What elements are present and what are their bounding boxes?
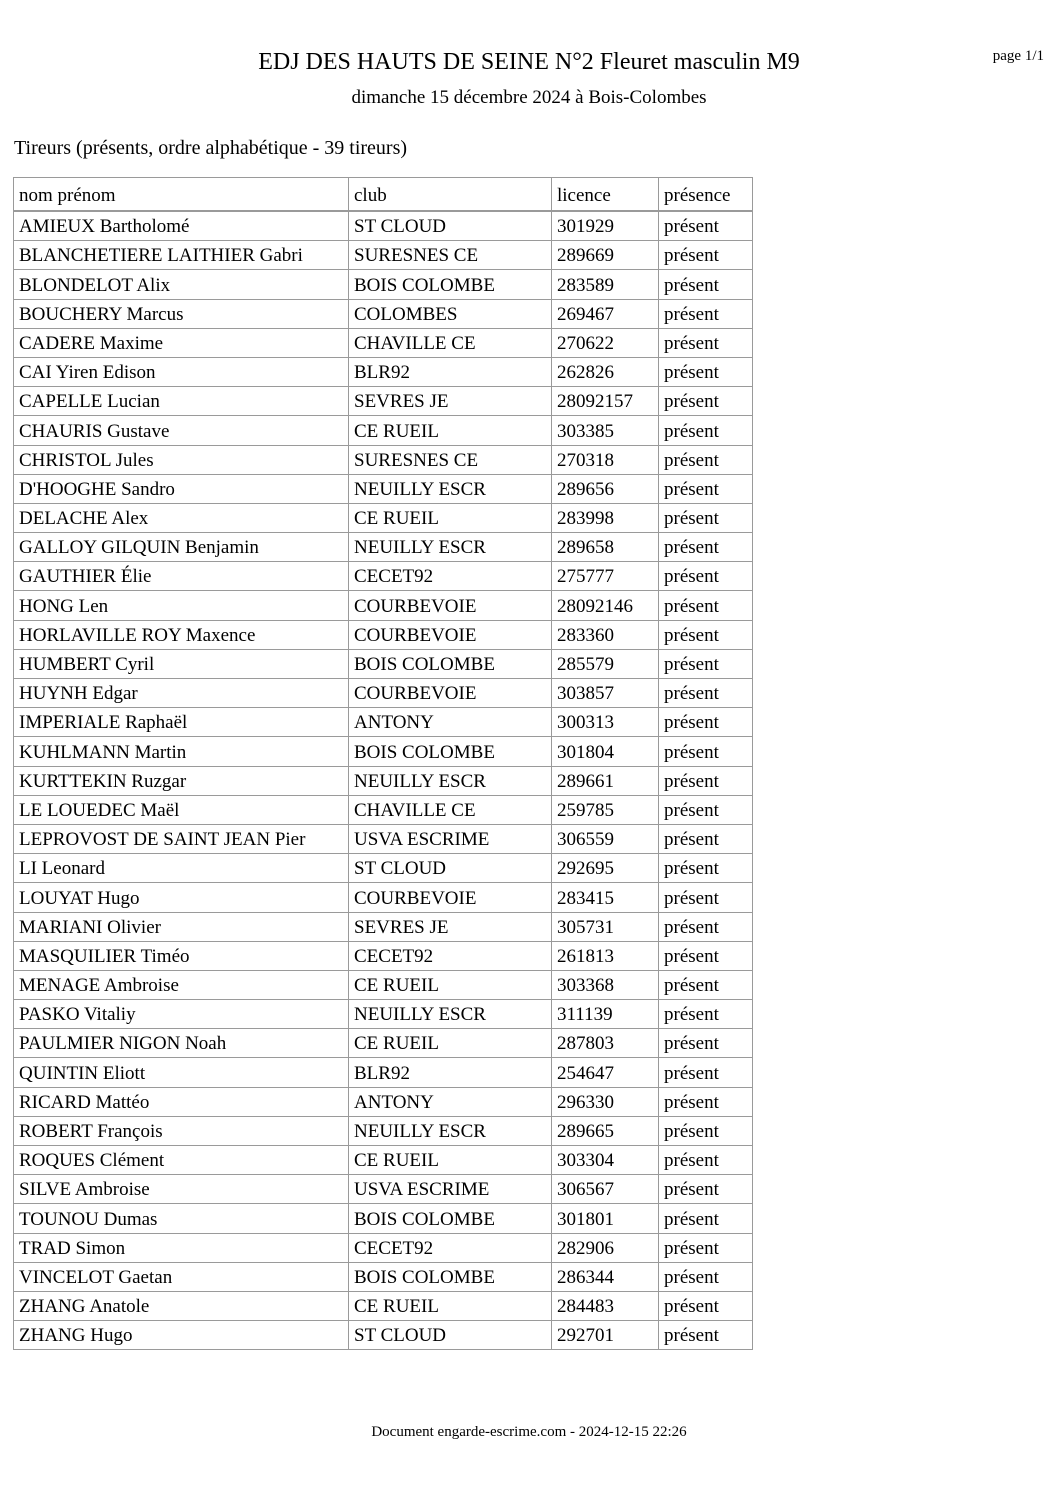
cell-name: SILVE Ambroise: [14, 1175, 349, 1204]
cell-name: TRAD Simon: [14, 1233, 349, 1262]
cell-presence: présent: [659, 941, 753, 970]
table-row: [14, 912, 753, 941]
cell-presence: présent: [659, 1116, 753, 1145]
cell-licence: 289658: [552, 533, 659, 562]
cell-name: HORLAVILLE ROY Maxence: [14, 620, 349, 649]
cell-presence: présent: [659, 1233, 753, 1262]
table-row: [14, 474, 753, 503]
cell-licence: 292695: [552, 854, 659, 883]
cell-club: COURBEVOIE: [349, 620, 552, 649]
cell-club: COLOMBES: [349, 299, 552, 328]
cell-club: USVA ESCRIME: [349, 824, 552, 853]
cell-name: ZHANG Anatole: [14, 1291, 349, 1320]
cell-name: CHAURIS Gustave: [14, 416, 349, 445]
cell-licence: 292701: [552, 1321, 659, 1350]
cell-name: ROBERT François: [14, 1116, 349, 1145]
cell-club: SEVRES JE: [349, 387, 552, 416]
cell-licence: 301929: [552, 211, 659, 241]
cell-presence: présent: [659, 1146, 753, 1175]
cell-name: IMPERIALE Raphaël: [14, 708, 349, 737]
cell-name: GALLOY GILQUIN Benjamin: [14, 533, 349, 562]
table-row: [14, 591, 753, 620]
cell-name: TOUNOU Dumas: [14, 1204, 349, 1233]
table-row: [14, 299, 753, 328]
cell-name: KURTTEKIN Ruzgar: [14, 766, 349, 795]
cell-club: BOIS COLOMBE: [349, 270, 552, 299]
cell-licence: 282906: [552, 1233, 659, 1262]
cell-licence: 261813: [552, 941, 659, 970]
cell-presence: présent: [659, 1175, 753, 1204]
cell-name: CHRISTOL Jules: [14, 445, 349, 474]
cell-presence: présent: [659, 503, 753, 532]
cell-club: ST CLOUD: [349, 1321, 552, 1350]
cell-club: SEVRES JE: [349, 912, 552, 941]
table-row: [14, 241, 753, 270]
cell-licence: 275777: [552, 562, 659, 591]
cell-name: LE LOUEDEC Maël: [14, 795, 349, 824]
cell-licence: 301804: [552, 737, 659, 766]
cell-presence: présent: [659, 766, 753, 795]
cell-licence: 311139: [552, 1000, 659, 1029]
cell-club: NEUILLY ESCR: [349, 533, 552, 562]
cell-presence: présent: [659, 357, 753, 386]
cell-licence: 303304: [552, 1146, 659, 1175]
cell-club: CE RUEIL: [349, 416, 552, 445]
cell-name: VINCELOT Gaetan: [14, 1262, 349, 1291]
cell-club: COURBEVOIE: [349, 883, 552, 912]
cell-club: NEUILLY ESCR: [349, 1116, 552, 1145]
cell-club: BOIS COLOMBE: [349, 737, 552, 766]
cell-name: CADERE Maxime: [14, 328, 349, 357]
cell-club: CE RUEIL: [349, 503, 552, 532]
cell-licence: 289665: [552, 1116, 659, 1145]
table-row: [14, 679, 753, 708]
cell-licence: 286344: [552, 1262, 659, 1291]
cell-club: USVA ESCRIME: [349, 1175, 552, 1204]
cell-name: KUHLMANN Martin: [14, 737, 349, 766]
cell-presence: présent: [659, 328, 753, 357]
cell-licence: 283998: [552, 503, 659, 532]
cell-licence: 289656: [552, 474, 659, 503]
table-row: [14, 737, 753, 766]
cell-club: ANTONY: [349, 1087, 552, 1116]
column-header-club: club: [349, 178, 552, 212]
cell-presence: présent: [659, 970, 753, 999]
page-number: page 1/1: [992, 48, 1044, 64]
cell-licence: 285579: [552, 649, 659, 678]
table-row: [14, 1175, 753, 1204]
cell-licence: 306559: [552, 824, 659, 853]
cell-name: LOUYAT Hugo: [14, 883, 349, 912]
cell-presence: présent: [659, 241, 753, 270]
cell-licence: 305731: [552, 912, 659, 941]
cell-name: ZHANG Hugo: [14, 1321, 349, 1350]
cell-presence: présent: [659, 1262, 753, 1291]
table-row: [14, 533, 753, 562]
cell-presence: présent: [659, 679, 753, 708]
cell-licence: 289661: [552, 766, 659, 795]
cell-presence: présent: [659, 1204, 753, 1233]
cell-club: BOIS COLOMBE: [349, 1262, 552, 1291]
cell-name: HONG Len: [14, 591, 349, 620]
cell-licence: 283360: [552, 620, 659, 649]
cell-presence: présent: [659, 854, 753, 883]
cell-name: PASKO Vitaliy: [14, 1000, 349, 1029]
cell-name: D'HOOGHE Sandro: [14, 474, 349, 503]
cell-club: SURESNES CE: [349, 241, 552, 270]
cell-name: ROQUES Clément: [14, 1146, 349, 1175]
cell-name: MARIANI Olivier: [14, 912, 349, 941]
table-row: [14, 416, 753, 445]
cell-presence: présent: [659, 1291, 753, 1320]
table-row: [14, 503, 753, 532]
table-row: [14, 708, 753, 737]
table-row: [14, 270, 753, 299]
cell-licence: 303368: [552, 970, 659, 999]
cell-name: CAPELLE Lucian: [14, 387, 349, 416]
cell-club: SURESNES CE: [349, 445, 552, 474]
table-row: [14, 620, 753, 649]
cell-club: COURBEVOIE: [349, 591, 552, 620]
section-title: Tireurs (présents, ordre alphabétique - 39 tireurs): [14, 137, 408, 159]
cell-licence: 303857: [552, 679, 659, 708]
cell-name: DELACHE Alex: [14, 503, 349, 532]
cell-licence: 270318: [552, 445, 659, 474]
table-row: [14, 970, 753, 999]
cell-presence: présent: [659, 533, 753, 562]
table-row: [14, 1291, 753, 1320]
table-row: [14, 1233, 753, 1262]
cell-presence: présent: [659, 211, 753, 241]
table-row: [14, 824, 753, 853]
cell-name: MASQUILIER Timéo: [14, 941, 349, 970]
cell-name: LI Leonard: [14, 854, 349, 883]
cell-presence: présent: [659, 591, 753, 620]
table-row: [14, 795, 753, 824]
cell-presence: présent: [659, 387, 753, 416]
cell-licence: 301801: [552, 1204, 659, 1233]
cell-licence: 254647: [552, 1058, 659, 1087]
cell-club: CHAVILLE CE: [349, 328, 552, 357]
cell-presence: présent: [659, 649, 753, 678]
cell-licence: 306567: [552, 1175, 659, 1204]
cell-presence: présent: [659, 824, 753, 853]
table-row: [14, 357, 753, 386]
cell-presence: présent: [659, 620, 753, 649]
cell-name: BLONDELOT Alix: [14, 270, 349, 299]
cell-presence: présent: [659, 416, 753, 445]
document-subtitle: dimanche 15 décembre 2024 à Bois-Colombes: [351, 87, 707, 108]
cell-licence: 262826: [552, 357, 659, 386]
cell-name: BOUCHERY Marcus: [14, 299, 349, 328]
table-header-row: [14, 178, 753, 212]
cell-licence: 270622: [552, 328, 659, 357]
table-row: [14, 1087, 753, 1116]
cell-club: NEUILLY ESCR: [349, 766, 552, 795]
cell-licence: 296330: [552, 1087, 659, 1116]
cell-licence: 289669: [552, 241, 659, 270]
table-row: [14, 1029, 753, 1058]
cell-club: CECET92: [349, 562, 552, 591]
table-row: [14, 1146, 753, 1175]
table-body: [14, 211, 753, 1350]
table-row: [14, 1058, 753, 1087]
cell-club: CE RUEIL: [349, 970, 552, 999]
cell-licence: 287803: [552, 1029, 659, 1058]
cell-name: AMIEUX Bartholomé: [14, 211, 349, 241]
cell-licence: 303385: [552, 416, 659, 445]
cell-presence: présent: [659, 299, 753, 328]
cell-name: HUYNH Edgar: [14, 679, 349, 708]
cell-presence: présent: [659, 1321, 753, 1350]
cell-presence: présent: [659, 1058, 753, 1087]
cell-presence: présent: [659, 562, 753, 591]
table-row: [14, 562, 753, 591]
table-row: [14, 1000, 753, 1029]
cell-name: RICARD Mattéo: [14, 1087, 349, 1116]
table-row: [14, 883, 753, 912]
cell-club: CE RUEIL: [349, 1291, 552, 1320]
table-row: [14, 1204, 753, 1233]
cell-presence: présent: [659, 883, 753, 912]
cell-club: BLR92: [349, 357, 552, 386]
table-row: [14, 941, 753, 970]
cell-name: HUMBERT Cyril: [14, 649, 349, 678]
cell-name: MENAGE Ambroise: [14, 970, 349, 999]
cell-licence: 283415: [552, 883, 659, 912]
cell-club: CHAVILLE CE: [349, 795, 552, 824]
cell-licence: 269467: [552, 299, 659, 328]
cell-club: ST CLOUD: [349, 211, 552, 241]
cell-club: ANTONY: [349, 708, 552, 737]
cell-presence: présent: [659, 445, 753, 474]
cell-name: LEPROVOST DE SAINT JEAN Pier: [14, 824, 349, 853]
cell-club: COURBEVOIE: [349, 679, 552, 708]
column-header-presence: présence: [659, 178, 753, 212]
cell-club: ST CLOUD: [349, 854, 552, 883]
cell-licence: 28092157: [552, 387, 659, 416]
cell-club: CECET92: [349, 941, 552, 970]
cell-club: CECET92: [349, 1233, 552, 1262]
cell-club: BLR92: [349, 1058, 552, 1087]
fencers-table: [13, 177, 753, 1350]
table-row: [14, 766, 753, 795]
cell-name: QUINTIN Eliott: [14, 1058, 349, 1087]
cell-name: GAUTHIER Élie: [14, 562, 349, 591]
cell-presence: présent: [659, 737, 753, 766]
cell-name: BLANCHETIERE LAITHIER Gabri: [14, 241, 349, 270]
cell-club: BOIS COLOMBE: [349, 1204, 552, 1233]
cell-name: PAULMIER NIGON Noah: [14, 1029, 349, 1058]
cell-presence: présent: [659, 1029, 753, 1058]
cell-licence: 259785: [552, 795, 659, 824]
table-row: [14, 854, 753, 883]
cell-club: NEUILLY ESCR: [349, 1000, 552, 1029]
table-row: [14, 649, 753, 678]
cell-club: CE RUEIL: [349, 1146, 552, 1175]
document-title: EDJ DES HAUTS DE SEINE N°2 Fleuret masculin M9: [258, 49, 800, 75]
table-row: [14, 211, 753, 241]
cell-presence: présent: [659, 795, 753, 824]
table-row: [14, 1321, 753, 1350]
cell-presence: présent: [659, 474, 753, 503]
cell-club: BOIS COLOMBE: [349, 649, 552, 678]
cell-licence: 284483: [552, 1291, 659, 1320]
cell-licence: 28092146: [552, 591, 659, 620]
column-header-name: nom prénom: [14, 178, 349, 212]
cell-presence: présent: [659, 1087, 753, 1116]
document-footer: Document engarde-escrime.com - 2024-12-15 22:26: [371, 1424, 687, 1440]
cell-presence: présent: [659, 708, 753, 737]
column-header-licence: licence: [552, 178, 659, 212]
cell-licence: 283589: [552, 270, 659, 299]
table-row: [14, 1116, 753, 1145]
cell-presence: présent: [659, 1000, 753, 1029]
cell-licence: 300313: [552, 708, 659, 737]
table-row: [14, 328, 753, 357]
cell-club: NEUILLY ESCR: [349, 474, 552, 503]
cell-presence: présent: [659, 270, 753, 299]
cell-name: CAI Yiren Edison: [14, 357, 349, 386]
table-row: [14, 445, 753, 474]
cell-club: CE RUEIL: [349, 1029, 552, 1058]
table-row: [14, 387, 753, 416]
cell-presence: présent: [659, 912, 753, 941]
table-row: [14, 1262, 753, 1291]
